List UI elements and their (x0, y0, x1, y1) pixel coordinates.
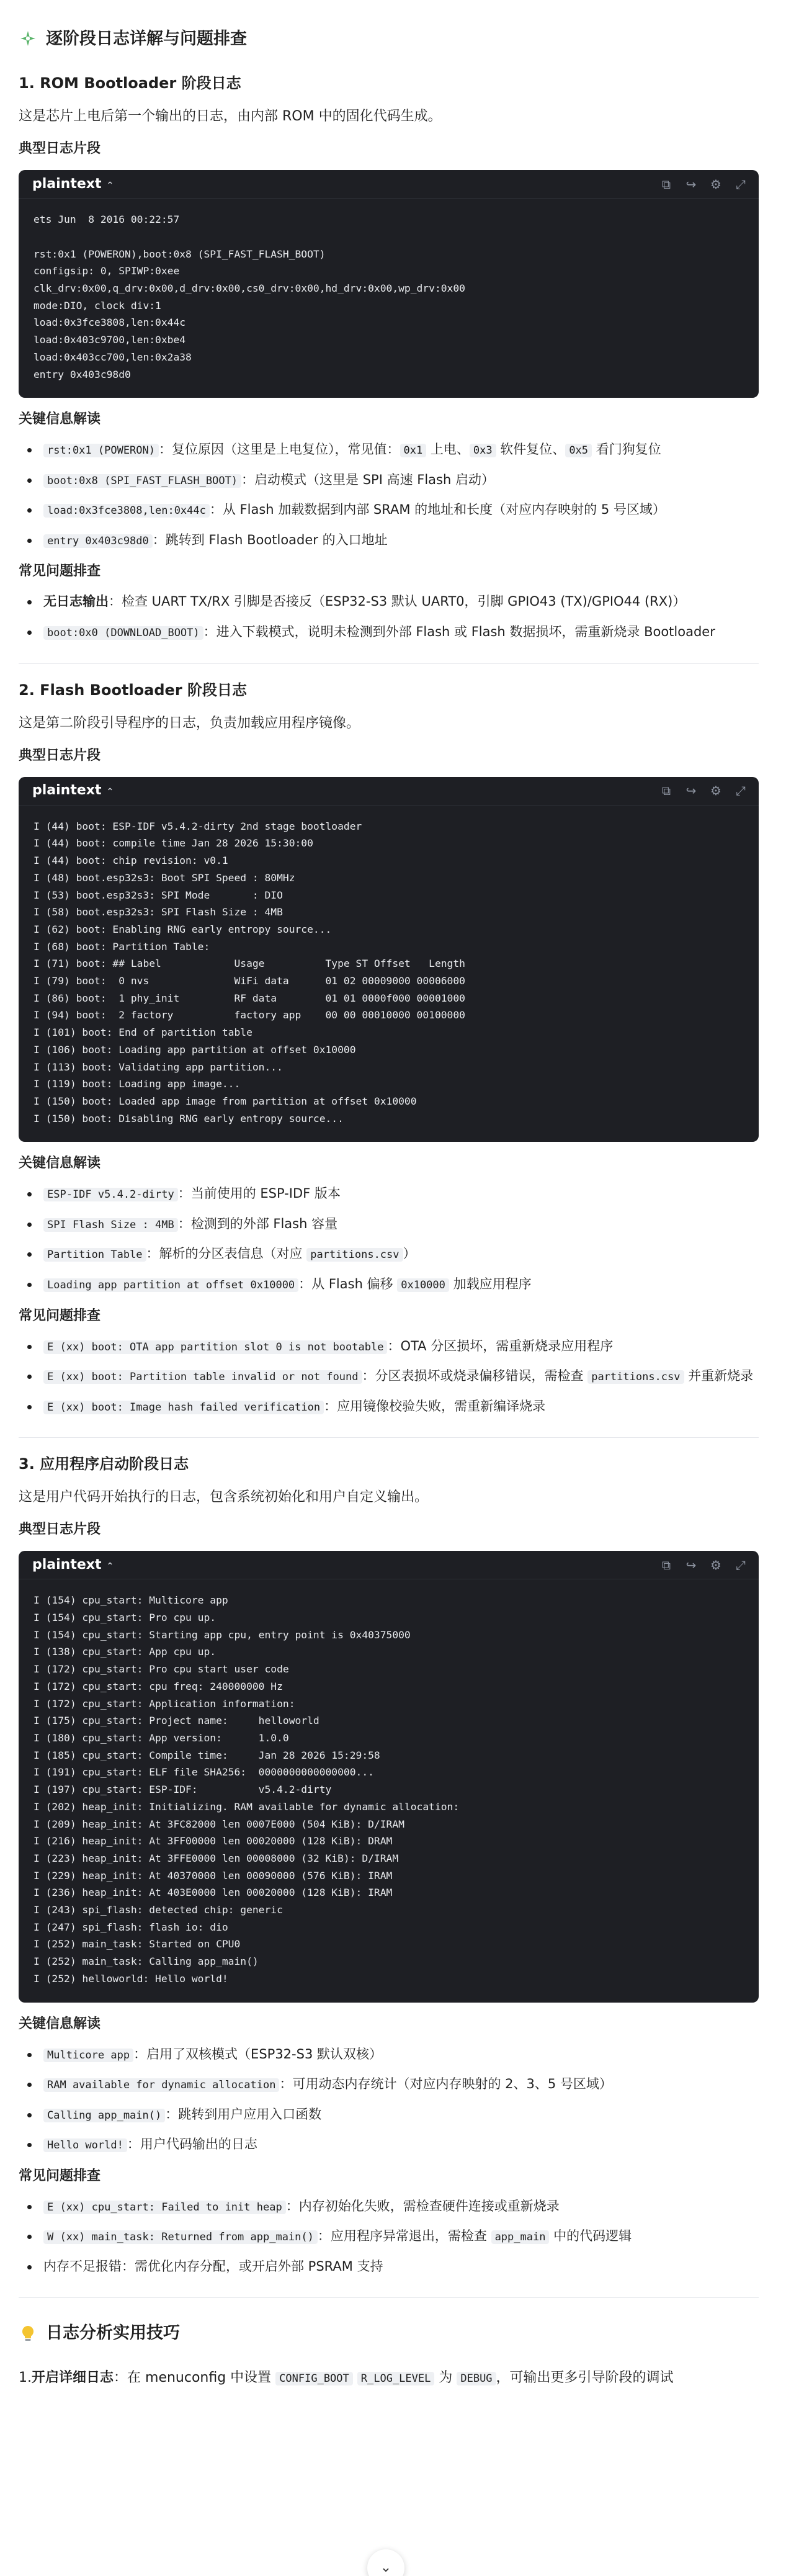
key-info-title: 关键信息解读 (19, 411, 101, 428)
section-divider (19, 663, 759, 664)
list-item (19, 1336, 759, 1357)
code-toolbar (659, 1559, 748, 1571)
issues-list (19, 2196, 759, 2277)
code-block-header (19, 777, 759, 806)
inline-code: SPI Flash Size : 4MB (43, 1218, 178, 1232)
page-heading (19, 21, 759, 57)
chevron-down-icon: ⌄ (380, 2560, 392, 2576)
sparkle-icon (19, 30, 37, 48)
text-fragment: 上电、 (426, 442, 470, 457)
text-fragment (353, 2370, 357, 2385)
inline-code: rst:0x1 (POWERON) (43, 444, 159, 457)
bold-text: 无日志输出 (43, 594, 109, 609)
key-info-list (19, 439, 759, 550)
inline-code: R_LOG_LEVEL (357, 2372, 435, 2385)
issues-title: 常见问题排查 (19, 1308, 101, 1324)
key-info-list (19, 1183, 759, 1294)
settings-icon[interactable]: ⚙ (710, 1557, 721, 1573)
inline-code: 0x1 (400, 444, 427, 457)
expand-icon[interactable]: ⤢ (736, 783, 746, 799)
text-fragment: ：启动模式（这里是 SPI 高速 Flash 启动） (241, 472, 494, 487)
section-divider (19, 1437, 759, 1438)
issues-list (19, 1336, 759, 1417)
wrap-icon[interactable]: ↪ (686, 1557, 697, 1573)
code-language-label: plaintext (32, 176, 102, 192)
inline-code: Calling app_main() (43, 2109, 165, 2122)
text-fragment: 软件复位、 (496, 442, 566, 457)
inline-code: Multicore app (43, 2049, 133, 2062)
inline-code: 0x3 (470, 444, 496, 457)
section-title: 3. 应用程序启动阶段日志 (19, 1455, 189, 1473)
inline-code: 0x10000 (397, 1278, 449, 1292)
text-fragment: ：当前使用的 ESP-IDF 版本 (177, 1186, 341, 1201)
list-item (19, 2134, 759, 2155)
text-fragment: ：分区表损坏或烧录偏移错误，需检查 (362, 1368, 588, 1384)
text-fragment: ：跳转到用户应用入口函数 (165, 2106, 322, 2122)
scroll-down-button[interactable] (367, 2549, 404, 2576)
text-fragment: ：OTA 分区损坏，需重新烧录应用程序 (387, 1338, 614, 1353)
page-heading-text: 逐阶段日志详解与问题排查 (46, 29, 247, 49)
inline-code: boot:0x0 (DOWNLOAD_BOOT) (43, 626, 203, 640)
section-description: 这是第二阶段引导程序的日志，负责加载应用程序镜像。 (19, 715, 360, 731)
inline-code: partitions.csv (306, 1248, 403, 1262)
code-language[interactable] (32, 1553, 114, 1576)
text-fragment: 看门狗复位 (592, 442, 661, 457)
key-info-title: 关键信息解读 (19, 2016, 101, 2032)
snippet-title: 典型日志片段 (19, 747, 101, 763)
text-fragment: ：复位原因（这里是上电复位），常见值： (159, 442, 400, 457)
inline-code: Loading app partition at offset 0x10000 (43, 1278, 298, 1292)
text-fragment: ：检测到的外部 Flash 容量 (177, 1216, 338, 1231)
code-content: ets Jun 8 2016 00:22:57 rst:0x1 (POWERON),boot:0x8 (SPI_FAST_FLASH_BOOT) configsip: 0, SPIWP:0xee clk_drv:0x00,q_drv:0x00,d_drv:0x00,cs0_drv:0x00,hd_drv:0x00,wp_drv:0x00 mode:DIO, clock div:1 load:0x3fce3808,len:0x44c load:0x403c9700,len:0xbe4 load:0x403cc700,len:0x2a38 entry 0x403c98d0 (33, 213, 465, 380)
code-block-header (19, 1551, 759, 1579)
text-fragment: ：在 menuconfig 中设置 (114, 2370, 276, 2386)
tips-list (19, 2366, 759, 2389)
inline-code: E (xx) boot: Image hash failed verification (43, 1401, 324, 1414)
settings-icon[interactable]: ⚙ (710, 176, 721, 192)
text-fragment: ：进入下载模式，说明未检测到外部 Flash 或 Flash 数据损坏，需重新烧录 Bootloader (203, 624, 715, 639)
code-toolbar (659, 784, 748, 797)
copy-icon[interactable]: ⧉ (661, 1557, 671, 1573)
inline-code: E (xx) boot: OTA app partition slot 0 is not bootable (43, 1340, 387, 1354)
text-fragment: ：内存初始化失败，需检查硬件连接或重新烧录 (285, 2198, 560, 2214)
tips-heading (19, 2315, 759, 2351)
text-fragment: 并重新烧录 (684, 1368, 754, 1384)
code-content: I (154) cpu_start: Multicore app I (154) cpu_start: Pro cpu up. I (154) cpu_start: Starting app cpu, entry point is 0x40375000 I (138) cpu_start: App cpu up. I (172) cpu_start: Pro cpu start user code I (172) cpu_start: cpu freq: 240000000 Hz I (172) cpu_start: Application information: I (175) cpu_start: Project name: helloworld I (180) cpu_start: App version: 1.0.0 I (185) cpu_start: Compile time: Jan 28 2026 15:29:58 I (191) cpu_start: ELF file SHA256: 0000000000000000... I (197) cpu_start: ESP-IDF: v5.4.2-dirty I (202) heap_init: Initializing. RAM available for dynamic allocation: I (209) heap_init: At 3FC82000 len 0007E000 (504 KiB): D/IRAM I (216) heap_init: At 3FF00000 len 00020000 (128 KiB): DRAM I (223) heap_init: At 3FFE0000 len 00008000 (32 KiB): D/IRAM I (229) heap_init: At 40370000 len 00090000 (576 KiB): IRAM I (236) heap_init: At 403E0000 len 00020000 (128 KiB): IRAM I (243) spi_flash: detected chip: generic I (247) spi_flash: flash io: dio I (252) main_task: Started on CPU0 I (252) main_task: Calling app_main() I (252) helloworld: Hello world! (33, 1594, 460, 1985)
list-item (19, 1214, 759, 1234)
text-fragment: 内存不足报错：需优化内存分配，或开启外部 PSRAM 支持 (43, 2258, 383, 2274)
section-divider (19, 2297, 759, 2298)
inline-code: load:0x3fce3808,len:0x44c (43, 504, 210, 518)
inline-code: Hello world! (43, 2138, 127, 2152)
list-item (19, 439, 759, 460)
settings-icon[interactable]: ⚙ (710, 783, 721, 799)
inline-code: RAM available for dynamic allocation (43, 2078, 279, 2092)
text-fragment: 加载应用程序 (449, 1276, 532, 1291)
inline-code: entry 0x403c98d0 (43, 534, 153, 548)
code-block (19, 777, 759, 1142)
list-item (19, 2104, 759, 2125)
text-fragment: ：应用镜像校验失败，需重新编译烧录 (324, 1398, 546, 1414)
inline-code: partitions.csv (587, 1370, 684, 1384)
list-item (19, 1396, 759, 1417)
expand-icon[interactable]: ⤢ (736, 176, 746, 192)
text-fragment: ：可用动态内存统计（对应内存映射的 2、3、5 号区域） (279, 2076, 612, 2092)
code-language[interactable] (32, 779, 114, 802)
tips-heading-text: 日志分析实用技巧 (46, 2323, 180, 2343)
inline-code: app_main (491, 2230, 550, 2244)
text-fragment: ） (403, 1246, 416, 1262)
snippet-title: 典型日志片段 (19, 141, 101, 157)
inline-code: DEBUG (457, 2372, 496, 2385)
code-language-label: plaintext (32, 1557, 102, 1573)
text-fragment: ：用户代码输出的日志 (127, 2137, 257, 2152)
code-block (19, 1551, 759, 2002)
lightbulb-icon (19, 2324, 37, 2343)
text-fragment: ：启用了双核模式（ESP32-S3 默认双核） (133, 2046, 382, 2062)
list-item (19, 1244, 759, 1264)
list-item (19, 2196, 759, 2217)
code-content: I (44) boot: ESP-IDF v5.4.2-dirty 2nd stage bootloader I (44) boot: compile time Jan 28 2026 15:30:00 I (44) boot: chip revision: v0.1 I (48) boot.esp32s3: Boot SPI Speed : 80MHz I (53) boot.esp32s3: SPI Mode : DIO I (58) boot.esp32s3: SPI Flash Size : 4MB I (62) boot: Enabling RNG early entropy source... I (68) boot: Partition Table: I (71) boot: ## Label Usage Type ST Offset Length I (79) boot: 0 nvs WiFi data 01 02 00009000 00006000 I (86) boot: 1 phy_init RF data 01 01 0000f000 00001000 I (94) boot: 2 factory factory app 00 00 00010000 00100000 I (101) boot: End of partition table I (106) boot: Loading app partition at offset 0x10000 I (113) boot: Validating app partition... I (119) boot: Loading app image... I (150) boot: Loaded app image from partition at offset 0x10000 I (150) boot: Disabling RNG early entropy source... (33, 820, 465, 1124)
inline-code: boot:0x8 (SPI_FAST_FLASH_BOOT) (43, 474, 241, 488)
list-item (19, 2366, 759, 2389)
inline-code: E (xx) boot: Partition table invalid or not found (43, 1370, 362, 1384)
code-block-header (19, 170, 759, 199)
list-item (19, 2074, 759, 2094)
inline-code: 0x5 (565, 444, 592, 457)
list-item (19, 2256, 759, 2277)
inline-code: E (xx) cpu_start: Failed to init heap (43, 2201, 286, 2214)
list-number: 1. (19, 2370, 32, 2386)
issues-title: 常见问题排查 (19, 563, 101, 580)
section-description: 这是芯片上电后第一个输出的日志，由内部 ROM 中的固化代码生成。 (19, 109, 442, 124)
list-item (19, 1274, 759, 1295)
copy-icon[interactable]: ⧉ (661, 783, 671, 799)
inline-code: CONFIG_BOOT (275, 2372, 353, 2385)
sections-container (19, 72, 759, 2390)
text-fragment: ：解析的分区表信息（对应 (146, 1246, 307, 1262)
key-info-list (19, 2044, 759, 2155)
list-item (19, 1183, 759, 1204)
wrap-icon[interactable]: ↪ (686, 783, 697, 799)
section-title: 2. Flash Bootloader 阶段日志 (19, 681, 248, 699)
issues-title: 常见问题排查 (19, 2168, 101, 2184)
key-info-title: 关键信息解读 (19, 1156, 101, 1172)
chevron-up-icon: ⌃ (106, 1561, 114, 1572)
inline-code: Partition Table (43, 1248, 146, 1262)
issues-list (19, 591, 759, 642)
chevron-up-icon: ⌃ (106, 180, 114, 191)
bold-text: 开启详细日志 (32, 2370, 114, 2386)
text-fragment: 为 (434, 2370, 457, 2386)
code-language-label: plaintext (32, 783, 102, 799)
text-fragment: ，可输出更多引导阶段的调试 (496, 2370, 674, 2386)
text-fragment: ：从 Flash 偏移 (298, 1276, 398, 1291)
code-language[interactable] (32, 173, 114, 195)
section-description: 这是用户代码开始执行的日志，包含系统初始化和用户自定义输出。 (19, 1489, 429, 1506)
list-item (19, 530, 759, 550)
text-fragment: ：应用程序异常退出，需检查 (317, 2228, 491, 2244)
expand-icon[interactable]: ⤢ (736, 1557, 746, 1573)
list-item (19, 500, 759, 520)
list-item (19, 470, 759, 490)
code-toolbar (659, 178, 748, 191)
inline-code: ESP-IDF v5.4.2-dirty (43, 1188, 178, 1201)
list-item (19, 622, 759, 642)
list-item (19, 1366, 759, 1386)
section-title: 1. ROM Bootloader 阶段日志 (19, 74, 241, 92)
chevron-up-icon: ⌃ (106, 787, 114, 797)
text-fragment: ：检查 UART TX/RX 引脚是否接反（ESP32-S3 默认 UART0，引脚 GPIO43 (TX)/GPIO44 (RX)） (109, 594, 686, 609)
list-item (19, 2044, 759, 2065)
inline-code: W (xx) main_task: Returned from app_main() (43, 2230, 318, 2244)
list-item (19, 591, 759, 612)
text-fragment: 中的代码逻辑 (549, 2228, 632, 2244)
list-item (19, 2226, 759, 2246)
copy-icon[interactable]: ⧉ (661, 176, 671, 192)
text-fragment: ：从 Flash 加载数据到内部 SRAM 的地址和长度（对应内存映射的 5 号区域） (209, 502, 666, 518)
snippet-title: 典型日志片段 (19, 1522, 101, 1538)
wrap-icon[interactable]: ↪ (686, 176, 697, 192)
text-fragment: ：跳转到 Flash Bootloader 的入口地址 (152, 532, 388, 547)
code-block (19, 170, 759, 398)
